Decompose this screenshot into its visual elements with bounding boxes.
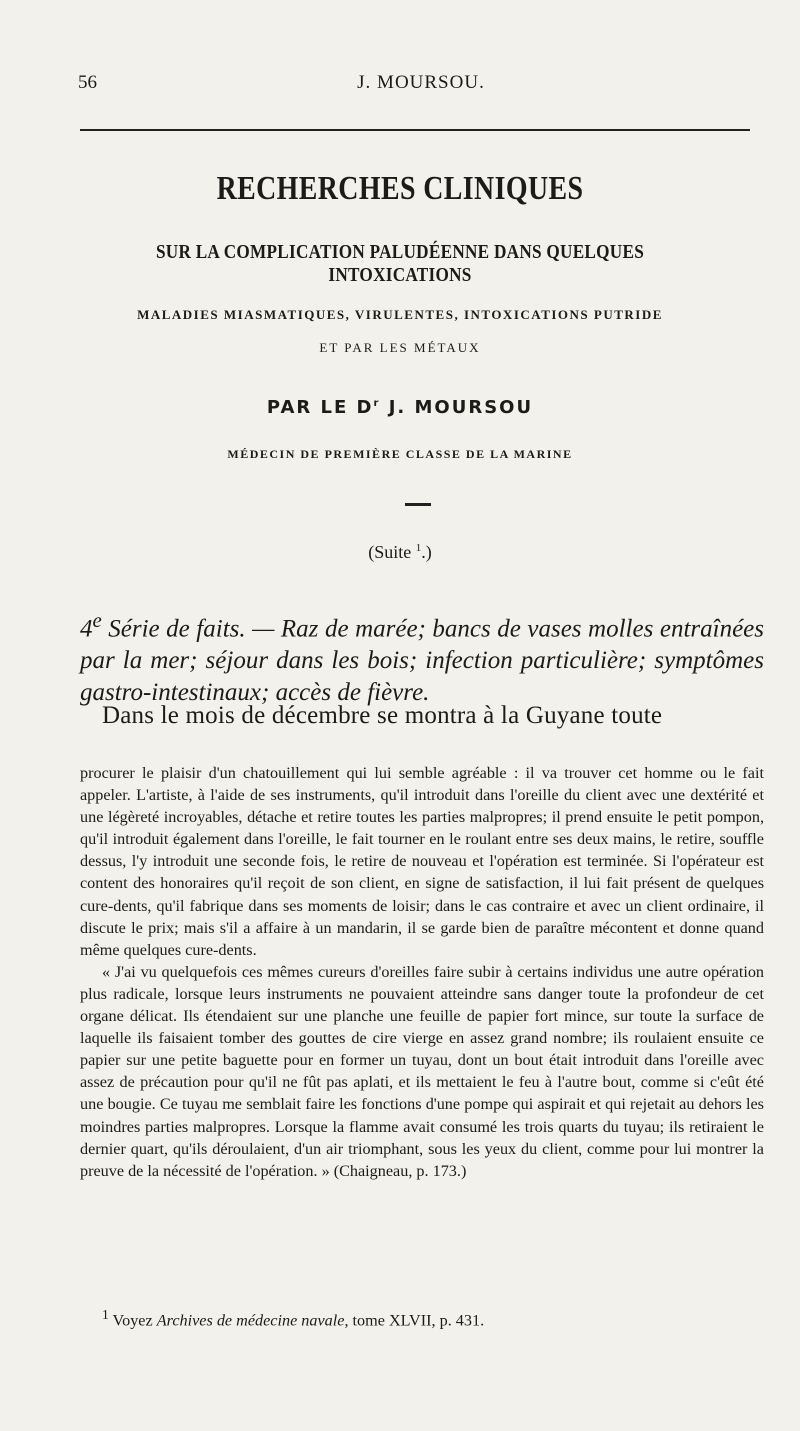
author-affiliation: MÉDECIN DE PREMIÈRE CLASSE DE LA MARINE [227,447,573,461]
series-text: Série de faits. — Raz de marée; bancs de vases molles entraînées par la mer; séjour dans les bois; infection particulière; symptômes gastro-intestinaux; accès de fièvre. [80,615,764,707]
page-header [78,72,764,102]
series-number-sup: e [92,608,102,632]
footnote-before: Voyez [112,1311,153,1330]
footnote [80,1304,764,1331]
suite-note [40,542,760,563]
running-head: J. MOURSOU. [357,72,485,93]
series-heading [80,604,764,709]
subheading-line2: ET PAR LES MÉTAUX [319,340,481,355]
series-number: 4 [80,615,93,643]
author-name: J. MOURSOU [388,397,534,418]
section-dash [405,503,431,506]
body-text [80,762,764,1182]
article-title: RECHERCHES CLINIQUES [216,170,584,207]
suite-footnote-ref: 1 [415,542,422,554]
footnote-journal-title: Archives de médecine navale [156,1311,345,1330]
suite-close: .) [421,542,432,562]
body-paragraph-2: « J'ai vu quelquefois ces mêmes cureurs d'oreilles faire subir à certains individus une autre opération plus radicale, lorsque leurs instruments ne pouvaient atteindre sans danger toute la profondeur de cet organe délicat. Ils étendaient sur une planche une feuille de papier fort mince, sur toute la surface de laquelle ils faisaient tomber des gouttes de cire vierge en assez grand nombre; ils roulaient ensuite ce papier sur une petite baguette pour en former un tuyau, dont un bout était introduit dans l'oreille avec assez de précaution pour qu'il ne fût pas aplati, et ils mettaient le feu à l'autre bout, comme si c'eût été une bougie. Ce tuyau me semblait faire les fonctions d'une pompe qui aspirait et qui rejetait au dehors les moindres parties malpropres. Lorsque la flamme avait consumé les trois quarts du tuyau; ils retiraient le dernier quart, qu'ils déroulaient, d'un air triomphant, sous les yeux du client, comme pour lui montrer la preuve de la nécessité de l'opération. » (Chaigneau, p. 173.) [80,962,764,1180]
author-prefix: PAR LE D [266,397,374,418]
author-line [40,397,760,418]
suite-label: (Suite [368,542,412,562]
author-title-sup: r [373,398,381,409]
subheading-line1: MALADIES MIASMATIQUES, VIRULENTES, INTOXICATIONS PUTRIDE [137,307,663,322]
header-rule [80,129,750,131]
series-body-line: Dans le mois de décembre se montra à la Guyane toute [102,702,663,729]
page-number: 56 [78,72,97,93]
article-subtitle: SUR LA COMPLICATION PALUDÉENNE DANS QUELQUES INTOXICATIONS [155,241,645,286]
footnote-after: , tome XLVII, p. 431. [344,1311,485,1330]
body-paragraph-1: procurer le plaisir d'un chatouillement qui lui semble agréable : il va trouver cet homme ou le fait appeler. L'artiste, à l'aide de ses instruments, qu'il introduit dans l'oreille du client avec une dextérité et une légèreté incroyables, détache et retire toutes les parties malpropres; il prend ensuite le petit pompon, qu'il introduit également dans l'oreille, le fait tourner en le roulant entre ses deux mains, le retire, souffle dessus, l'y introduit une seconde fois, le retire de nouveau et l'opération est terminée. Si l'opérateur est content des honoraires qu'il reçoit de son client, en signe de satisfaction, il lui fait présent de quelques cure-dents, qu'il fabrique dans ses moments de loisir; dans le cas contraire et avec un client ordinaire, il discute le prix; mais s'il a affaire à un mandarin, il se garde bien de paraître mécontent et donne quand même quelques cure-dents. [80,764,764,959]
footnote-marker: 1 [102,1307,109,1322]
